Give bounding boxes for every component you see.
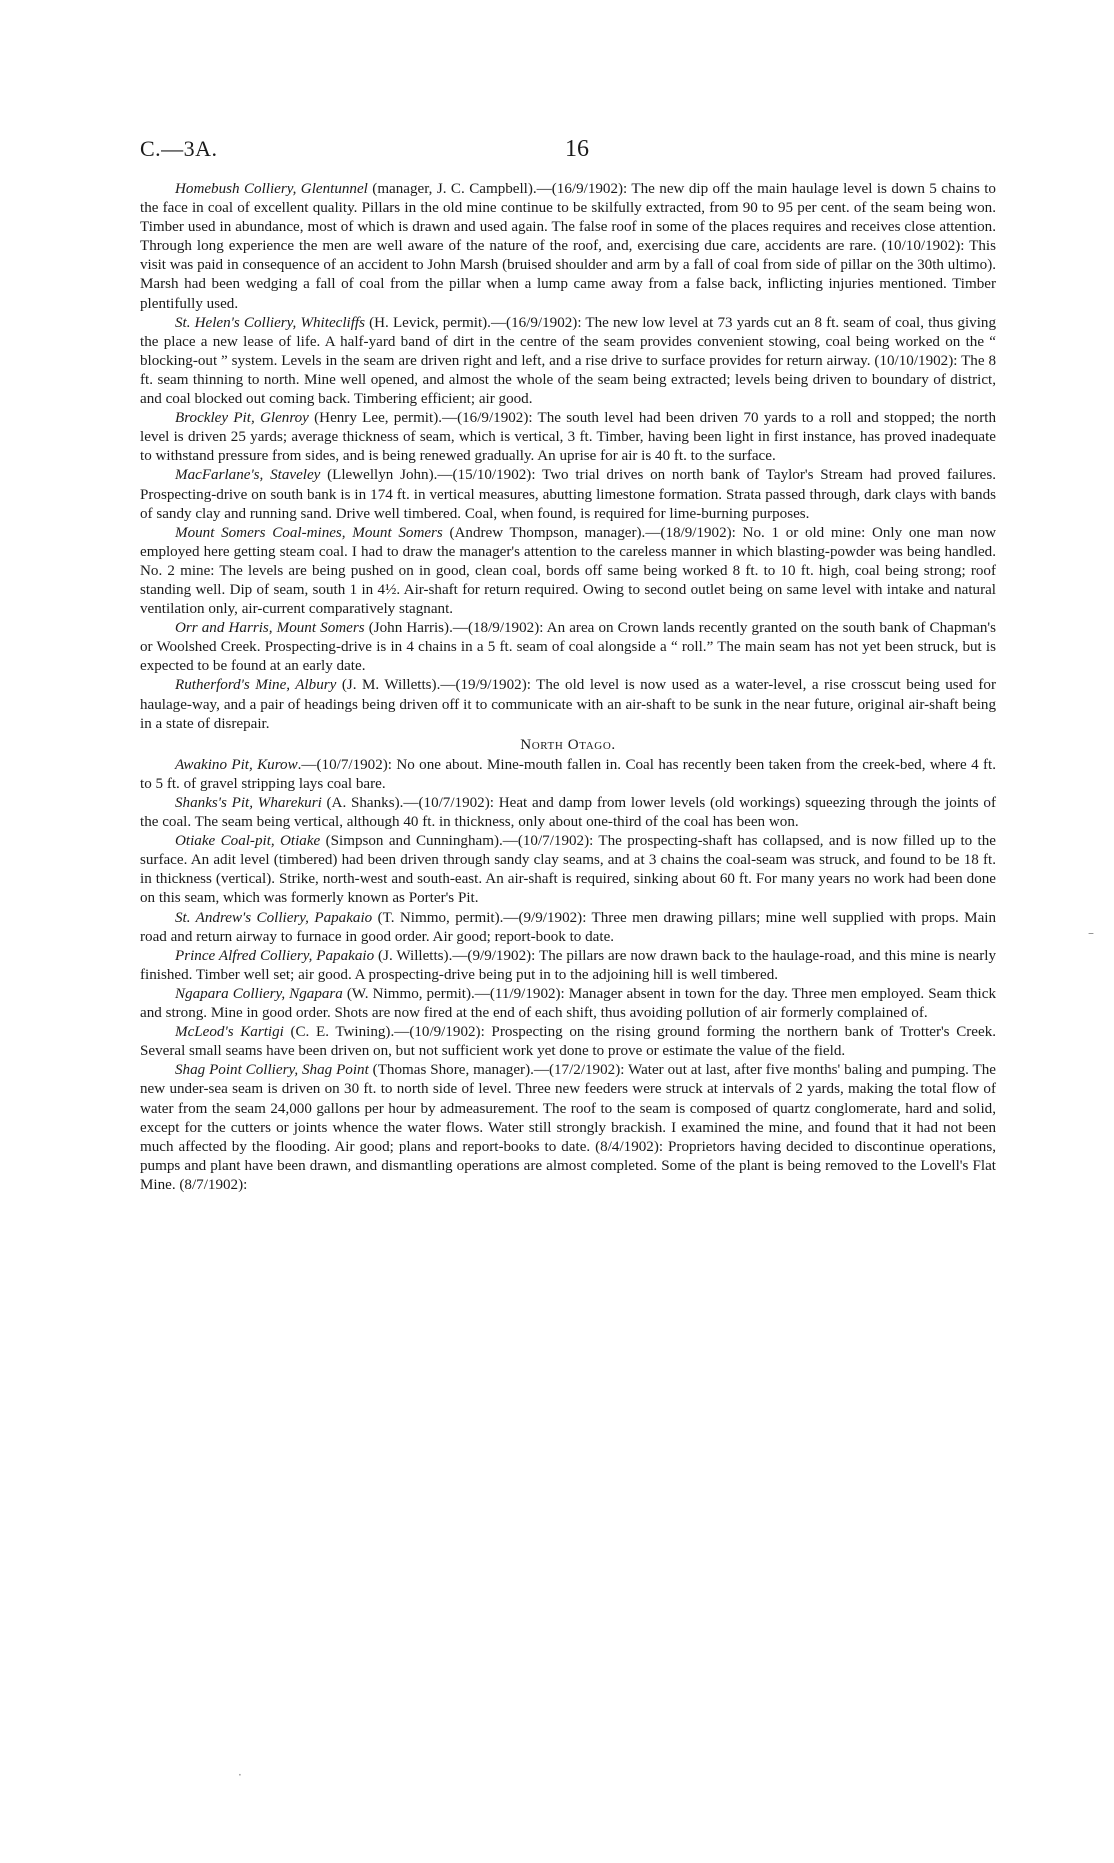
paragraph-shag-point <box>140 1061 996 1195</box>
paragraph-text: (Llewellyn John).—(15/10/1902): Two trial drives on north bank of Taylor's Stream had proved failures. Prospecting-drive on south bank is in 174 ft. in vertical measures, abutting limestone formation. Strata passed through, dark clays with bands of sandy clay and running sand. Drive well timbered. Coal, when found, is required for lime-burning purposes. <box>140 467 996 522</box>
colliery-title: Shag Point Colliery, Shag Point <box>175 1062 369 1079</box>
colliery-title: Prince Alfred Colliery, Papakaio <box>175 947 375 964</box>
document-code: C.—3A. <box>140 136 218 161</box>
paragraph-ngapara <box>140 985 996 1023</box>
scan-speck: · <box>238 1768 242 1782</box>
paragraph-text: (Simpson and Cunningham).—(10/7/1902): The prospecting-shaft has collapsed, and is now filled up to the surface. An adit level (timbered) had been driven through sandy clay seams, and at 3 chains the coal-seam was struck, and found to be 18 ft. in thickness (vertical). Strike, north-west and south-east. An air-shaft is required, sinking about 60 ft. For many years no work had been done on this seam, which was formerly known as Porter's Pit. <box>140 833 996 907</box>
colliery-title: Rutherford's Mine, Albury <box>175 677 337 694</box>
section-heading: North Otago. <box>520 736 616 753</box>
paragraph-brockley <box>140 409 996 466</box>
colliery-title: McLeod's Kartigi <box>175 1024 284 1041</box>
paragraph-st-helens <box>140 314 996 409</box>
colliery-title: St. Andrew's Colliery, Papakaio <box>175 909 373 926</box>
colliery-title: Brockley Pit, Glenroy <box>175 410 309 427</box>
paragraph-homebush <box>140 180 996 314</box>
colliery-title: Ngapara Colliery, Ngapara <box>175 985 343 1002</box>
paragraph-text: (T. Nimmo, permit).—(9/9/1902): Three men drawing pillars; mine well supplied with props. Main road and return airway to furnace in good order. Air good; report-book to date. <box>140 909 997 945</box>
colliery-title: MacFarlane's, Staveley <box>175 467 321 484</box>
paragraph-text: (Thomas Shore, manager).—(17/2/1902): Water out at last, after five months' baling and pumping. The new under-sea seam is driven on 30 ft. to north side of level. Three new feeders were struck at intervals of 2 yards, making the total flow of water from the seam 24,000 gallons per hour by admeasurement. The roof to the seam is composed of quartz conglomerate, hard and solid, except for the cutters or joints whence the water flows. Water still strongly brackish. I examined the mine, and found that it had not been much affected by the flooding. Air good; plans and report-books to date. (8/4/1902): Proprietors having decided to discontinue operations, pumps and plant have been drawn, and dismantling operations are almost completed. Some of the plant is being removed to the Lovell's Flat Mine. (8/7/1902): <box>140 1062 997 1193</box>
paragraph-rutherfords <box>140 676 996 733</box>
paragraph-orr-harris <box>140 619 996 676</box>
colliery-title: Awakino Pit, Kurow <box>175 756 298 773</box>
paragraph-text: (Henry Lee, permit).—(16/9/1902): The south level had been driven 70 yards to a roll and stopped; the north level is driven 25 yards; average thickness of seam, which is vertical, 3 ft. Timber, having been light in first instance, has proved inadequate to withstand pressure from sides, and is being renewed gradually. An uprise for air is 40 ft. to the surface. <box>140 410 996 465</box>
page-number: 16 <box>565 136 589 162</box>
paragraph-text: (C. E. Twining).—(10/9/1902): Prospecting on the rising ground forming the northern bank of Trotter's Creek. Several small seams have been driven on, but not sufficient work yet done to prove or estimate the value of the field. <box>140 1024 997 1060</box>
paragraph-text: (manager, J. C. Campbell).—(16/9/1902): The new dip off the main haulage level is down 5 chains to the face in coal of excellent quality. Pillars in the old mine continue to be skilfully extracted, from 90 to 95 per cent. of the seam being won. Timber used in abundance, most of which is drawn and used again. The false roof in some of the places requires and receives close attention. Through long experience the men are well aware of the nature of the roof, and, exercising due care, accidents are rare. (10/10/1902): This visit was paid in consequence of an accident to John Marsh (bruised shoulder and arm by a fall of coal from side of pillar on the 30th ultimo). Marsh had been wedging a fall of coal from the pillar when a lump came away from a false back, inflicting injuries mentioned. Timber plentifully used. <box>140 181 996 312</box>
paragraph-text: (W. Nimmo, permit).—(11/9/1902): Manager absent in town for the day. Three men employed. Seam thick and strong. Mine in good order. Shots are now fired at the end of each shift, thus avoiding pollution of air formerly complained of. <box>140 985 996 1022</box>
page-header <box>140 136 990 166</box>
paragraph-macfarlanes <box>140 466 996 523</box>
paragraph-text: (John Harris).—(18/9/1902): An area on Crown lands recently granted on the south bank of Chapman's or Woolshed Creek. Prospecting-drive is in 4 chains in a 5 ft. seam of coal alongside a “ roll.” The main seam has not yet been struck, but is expected to be found at an early date. <box>140 620 996 675</box>
colliery-title: Otiake Coal-pit, Otiake <box>175 833 321 850</box>
paragraph-prince-alfred <box>140 947 996 985</box>
paragraph-text: .—(10/7/1902): No one about. Mine-mouth fallen in. Coal has recently been taken from the creek-bed, where 4 ft. to 5 ft. of gravel stripping lays coal bare. <box>140 756 996 792</box>
paragraph-mcleods <box>140 1023 996 1061</box>
paragraph-text: (J. M. Willetts).—(19/9/1902): The old level is now used as a water-level, a rise crosscut being used for haulage-way, and a pair of headings being driven off it to communicate with an air-shaft to be sunk in the near future, original air-shaft being in a state of disrepair. <box>140 677 996 732</box>
paragraph-shanks <box>140 794 996 832</box>
colliery-title: Homebush Colliery, Glentunnel <box>175 181 368 197</box>
colliery-title: Mount Somers Coal-mines, Mount Somers <box>175 524 443 541</box>
paragraph-otiake <box>140 832 996 908</box>
paragraph-mount-somers <box>140 524 996 619</box>
paragraph-st-andrews <box>140 909 996 947</box>
colliery-title: St. Helen's Colliery, Whitecliffs <box>175 314 365 331</box>
paragraph-text: (J. Willetts).—(9/9/1902): The pillars are now drawn back to the haulage-road, and this mine is nearly finished. Timber well set; air good. A prospecting-drive being put in to the adjoining hill is well timbered. <box>140 947 996 983</box>
document-body <box>140 180 996 1195</box>
paragraph-awakino <box>140 756 996 794</box>
margin-mark: – <box>1088 926 1094 940</box>
colliery-title: Shanks's Pit, Wharekuri <box>175 795 322 811</box>
paragraph-text: (H. Levick, permit).—(16/9/1902): The new low level at 73 yards cut an 8 ft. seam of coal, thus giving the place a new lease of life. A half-yard band of dirt in the centre of the seam provides convenient stowing, coal being worked on the “ blocking-out ” system. Levels in the seam are driven right and left, and a rise drive to surface provides for return airway. (10/10/1902): The 8 ft. seam thinning to north. Mine well opened, and almost the whole of the seam being extracted; levels being driven to boundary of district, and coal blocked out coming back. Timbering efficient; air good. <box>140 314 996 408</box>
colliery-title: Orr and Harris, Mount Somers <box>175 620 365 637</box>
paragraph-text: (A. Shanks).—(10/7/1902): Heat and damp from lower levels (old workings) squeezing through the joints of the coal. The seam being vertical, although 40 ft. in thickness, only about one-third of the coal has been won. <box>140 795 996 831</box>
paragraph-text: (Andrew Thompson, manager).—(18/9/1902): No. 1 or old mine: Only one man now employed here getting steam coal. I had to draw the manager's attention to the careless manner in which blasting-powder was being handled. No. 2 mine: The levels are being pushed on in good, clean coal, bords off same being worked 8 ft. to 10 ft. high, coal being strong; roof standing well. Dip of seam, south 1 in 4½. Air-shaft for return required. Owing to second outlet being on same level with intake and natural ventilation only, air-current comparatively stagnant. <box>140 524 996 618</box>
